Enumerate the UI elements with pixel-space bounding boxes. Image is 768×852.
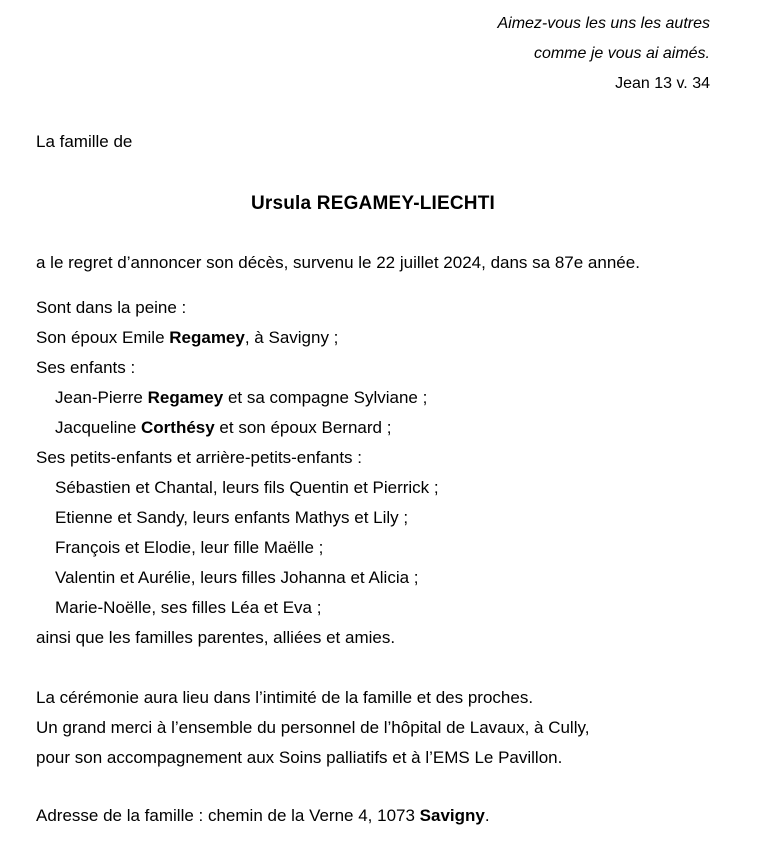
text-segment: Adresse de la famille : chemin de la Verne 4, 1073 — [36, 806, 420, 825]
text-line — [36, 743, 710, 773]
text-segment: Marie-Noëlle, ses filles Léa et Eva ; — [55, 598, 322, 617]
text-line — [36, 683, 710, 713]
text-segment: Valentin et Aurélie, leurs filles Johanna et Alicia ; — [55, 568, 419, 587]
text-line — [36, 293, 710, 323]
text-segment: . — [484, 806, 490, 825]
text-segment: Jacqueline — [55, 418, 142, 437]
text-segment: Son époux Emile — [36, 328, 170, 347]
text-line — [36, 623, 710, 653]
text-segment: François et Elodie, leur fille Maëlle ; — [55, 538, 324, 557]
text-line — [36, 383, 710, 413]
text-line — [36, 323, 710, 353]
epigraph-quote-line-1: Aimez-vous les uns les autres — [497, 15, 710, 32]
epigraph-attribution: Jean 13 v. 34 — [615, 75, 710, 92]
emphasized-name: Savigny — [419, 806, 485, 825]
text-line — [36, 801, 710, 831]
text-line — [36, 443, 710, 473]
text-segment: Jean-Pierre — [55, 388, 148, 407]
text-segment: Sébastien et Chantal, leurs fils Quentin et Pierrick ; — [55, 478, 439, 497]
mourners-list — [36, 293, 710, 653]
text-segment: pour son accompagnement aux Soins palliatifs et à l’EMS Le Pavillon. — [36, 748, 563, 767]
text-line — [36, 503, 710, 533]
text-segment: Sont dans la peine : — [36, 298, 187, 317]
text-line — [36, 473, 710, 503]
text-line — [36, 563, 710, 593]
text-segment: et son époux Bernard ; — [214, 418, 392, 437]
text-line — [36, 413, 710, 443]
text-line — [36, 593, 710, 623]
epigraph-quote-line-2: comme je vous ai aimés. — [533, 45, 710, 62]
emphasized-name: Regamey — [147, 388, 224, 407]
text-segment: Etienne et Sandy, leurs enfants Mathys et Lily ; — [55, 508, 409, 527]
text-segment: Ses enfants : — [36, 358, 136, 377]
announcement-text: a le regret d’annoncer son décès, survenu le 22 juillet 2024, dans sa 87e année. — [36, 253, 640, 272]
deceased-name: Ursula REGAMEY-LIECHTI — [250, 193, 496, 214]
text-line — [36, 533, 710, 563]
text-segment: Un grand merci à l’ensemble du personnel de l’hôpital de Lavaux, à Cully, — [36, 718, 590, 737]
ceremony-info — [36, 683, 710, 773]
emphasized-name: Regamey — [169, 328, 245, 347]
text-segment: La cérémonie aura lieu dans l’intimité de la famille et des proches. — [36, 688, 534, 707]
text-segment: , à Savigny ; — [244, 328, 339, 347]
family-address — [36, 801, 710, 831]
intro-text: La famille de — [36, 132, 133, 151]
text-segment: et sa compagne Sylviane ; — [223, 388, 428, 407]
emphasized-name: Corthésy — [141, 418, 215, 437]
text-segment: Ses petits-enfants et arrière-petits-enfants : — [36, 448, 362, 467]
text-line — [36, 713, 710, 743]
text-segment: ainsi que les familles parentes, alliées et amies. — [36, 628, 396, 647]
text-line — [36, 353, 710, 383]
epigraph — [36, 9, 710, 99]
